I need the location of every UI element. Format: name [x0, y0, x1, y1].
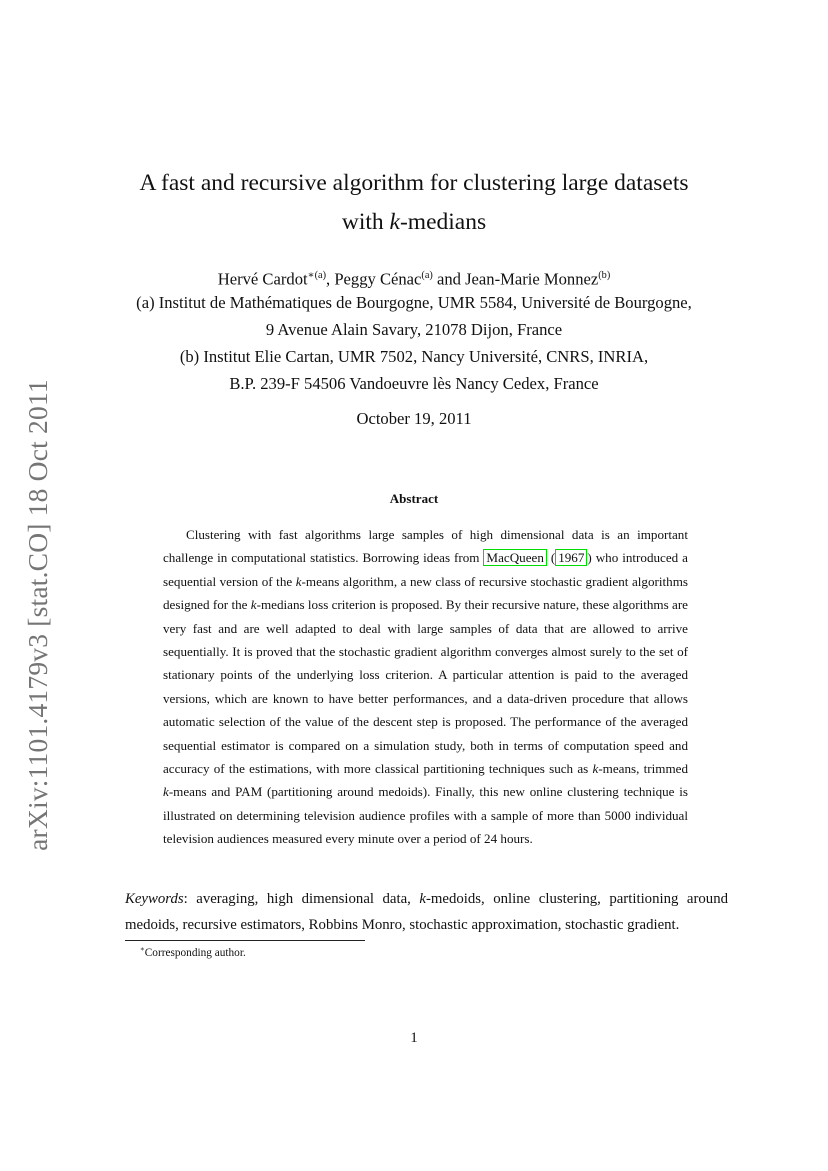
footnote-rule	[125, 940, 365, 941]
affiliation-a-line-2: 9 Avenue Alain Savary, 21078 Dijon, France	[265, 320, 563, 339]
author-cardot-mark: ∗(a)	[307, 270, 327, 281]
author-monnez: Jean-Marie Monnez	[465, 269, 599, 289]
title-line-2: with k-medians	[341, 209, 487, 235]
abstract-heading: Abstract	[389, 491, 439, 506]
keywords-label: Keywords	[125, 891, 184, 907]
footnote: ∗Corresponding author.	[140, 945, 246, 959]
paper-date: October 19, 2011	[356, 409, 472, 428]
title-line-1: A fast and recursive algorithm for clustering large datasets	[139, 170, 689, 196]
citation-link-year[interactable]: 1967	[555, 549, 587, 566]
citation-link-macqueen[interactable]: MacQueen	[483, 549, 546, 566]
arxiv-identifier: arXiv:1101.4179v3 [stat.CO] 18 Oct 2011	[22, 379, 53, 851]
abstract-body: Clustering with fast algorithms large samples of high dimensional data is an important challenge in computational statistics. Borrowing ideas from MacQueen ( 1967 ) who introduced a sequential version of the k-means algorithm, a new class of recursive stochastic gradient algorithms designed for the k-medians loss criterion is proposed. By their recursive nature, these algorithms are very fast and are well adapted to deal with large samples of data that are allowed to arrive sequentially. It is proved that the stochastic gradient algorithm converges almost surely to the set of stationary points of the underlying loss criterion. A particular attention is paid to the averaged versions, which are known to have better performances, and a data-driven procedure that allows automatic selection of the value of the descent step is proposed. The performance of the averaged sequential estimator is compared on a simulation study, both in terms of computation speed and accuracy of the estimations, with more classical partitioning techniques such as k-means, trimmed k-means and PAM (partitioning around medoids). Finally, this new online clustering technique is illustrated on determining television audience profiles with a sample of more than 5000 individual television audiences measured every minute over a period of 24 hours.	[163, 527, 688, 847]
keywords: Keywords: averaging, high dimensional data, k-medoids, online clustering, partitioning around medoids, recursive estimators, Robbins Monro, stochastic approximation, stochastic gradient.	[125, 891, 728, 933]
affiliation-b-line-2: B.P. 239-F 54506 Vandoeuvre lès Nancy Cedex, France	[229, 374, 599, 393]
author-monnez-mark: (b)	[598, 270, 611, 281]
page-number: 1	[410, 1030, 418, 1046]
paper-title	[0, 164, 828, 242]
author-cenac: Peggy Cénac	[334, 269, 422, 289]
affiliation-a-line-1: (a) Institut de Mathématiques de Bourgogne, UMR 5584, Université de Bourgogne,	[136, 293, 692, 312]
author-cardot: Hervé Cardot	[217, 269, 308, 289]
author-cenac-mark: (a)	[421, 270, 433, 281]
author-list: Hervé Cardot$^{∗(a)}$, Peggy Cénac$^{(a)}$ and Jean-Marie Monnez$^{(b)}$	[217, 269, 611, 289]
footnote-mark: ∗	[140, 945, 145, 953]
affiliation-b-line-1: (b) Institut Elie Cartan, UMR 7502, Nancy Université, CNRS, INRIA,	[179, 347, 649, 366]
